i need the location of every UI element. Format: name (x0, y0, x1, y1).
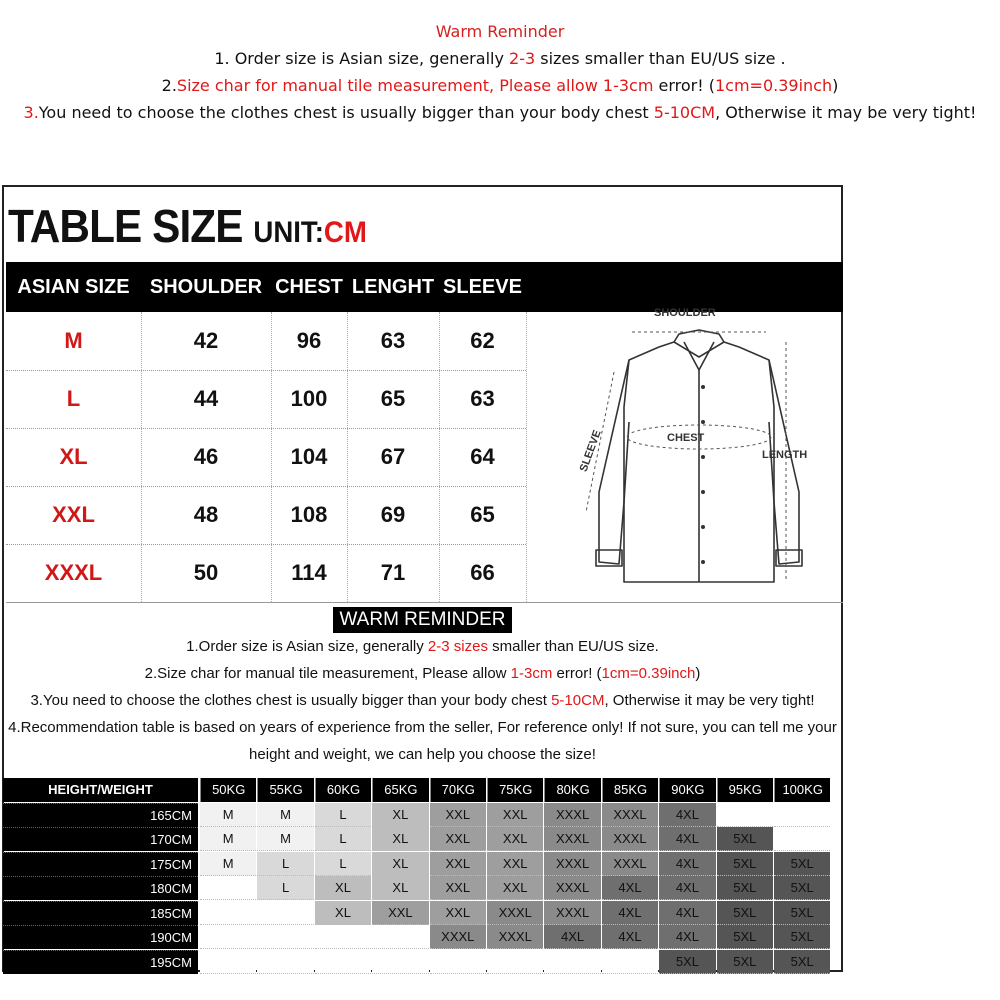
unit-value: CM (323, 216, 367, 249)
size-recommendation-cell: M (200, 803, 256, 827)
size-recommendation-cell: XXXL (544, 876, 600, 900)
size-label: M (64, 328, 83, 353)
column-divider (141, 312, 142, 602)
height-label: 175CM (3, 852, 198, 876)
size-row (6, 428, 526, 487)
size-recommendation-cell: M (200, 827, 256, 851)
size-recommendation-cell: XXXL (544, 803, 600, 827)
height-label: 165CM (3, 803, 198, 827)
height-label: 190CM (3, 925, 198, 949)
column-divider (271, 312, 272, 602)
size-recommendation-cell: 5XL (717, 852, 773, 876)
text: ) (695, 665, 701, 682)
size-recommendation-cell: 5XL (717, 876, 773, 900)
size-recommendation-cell: XXL (372, 901, 428, 925)
size-label: XXXL (44, 560, 103, 585)
top-reminder-line-2 (0, 72, 1000, 99)
diagram-shoulder-label: SHOULDER (654, 307, 716, 319)
sleeve-value: 65 (470, 502, 495, 527)
header-chest: CHEST (275, 276, 343, 298)
weight-header-cell: 95KG (717, 778, 773, 802)
highlight: 5-10CM (653, 103, 716, 122)
size-recommendation-cell: 5XL (659, 950, 715, 974)
shoulder-value: 42 (193, 328, 219, 353)
size-recommendation-cell: XXL (430, 876, 486, 900)
text: 1. Order size is Asian size, generally (214, 49, 510, 68)
size-recommendation-cell (717, 803, 773, 827)
size-recommendation-cell: XXXL (430, 925, 486, 949)
size-recommendation-cell: L (315, 827, 371, 851)
size-recommendation-cell: 4XL (602, 876, 658, 900)
card-reminder-line-5: height and weight, we can help you choose the size! (249, 746, 596, 763)
size-label: XL (59, 444, 88, 469)
size-recommendation-cell: XL (372, 827, 428, 851)
weight-header-cell: 100KG (774, 778, 830, 802)
top-reminder-line-1 (0, 45, 1000, 72)
chest-value: 104 (290, 444, 328, 469)
sleeve-value: 66 (470, 560, 495, 585)
length-value: 69 (380, 502, 406, 527)
size-recommendation-cell: 5XL (717, 901, 773, 925)
column-divider (526, 312, 527, 602)
highlight: 1cm=0.39inch (714, 76, 833, 95)
diagram-chest-label: CHEST (667, 432, 705, 444)
title-text: TABLE SIZE (8, 200, 243, 252)
size-recommendation-cell: 4XL (544, 925, 600, 949)
text: 2.Size char for manual tile measurement, Please allow (144, 665, 511, 682)
highlight: 1cm=0.39inch (601, 665, 696, 682)
weight-header-cell: 80KG (544, 778, 600, 802)
size-recommendation-cell (200, 950, 256, 974)
shoulder-value: 44 (193, 386, 219, 411)
card-reminder-title: WARM REMINDER (333, 607, 511, 633)
diagram-length-label: LENGTH (762, 449, 808, 461)
size-recommendation-cell: M (257, 803, 313, 827)
height-label: 180CM (3, 876, 198, 900)
top-reminder-title: Warm Reminder (435, 22, 565, 41)
length-value: 71 (380, 560, 406, 585)
size-recommendation-cell: XXL (487, 876, 543, 900)
weight-header-cell: 85KG (602, 778, 658, 802)
card-reminder-line-3 (4, 687, 841, 714)
size-recommendation-cell: 5XL (774, 901, 830, 925)
size-recommendation-cell: XXL (430, 827, 486, 851)
size-label: L (66, 386, 81, 411)
size-recommendation-cell: XXXL (487, 901, 543, 925)
card-reminder-line-4: 4.Recommendation table is based on years of experience from the seller, For reference only! If not sure, you can tell me your (8, 719, 837, 736)
text: 3.You need to choose the clothes chest is usually bigger than your body chest (30, 692, 552, 709)
sleeve-value: 64 (470, 444, 495, 469)
size-recommendation-cell: 4XL (659, 876, 715, 900)
weight-header-cell: 50KG (200, 778, 256, 802)
size-recommendation-cell: XL (372, 852, 428, 876)
size-recommendation-cell: 4XL (659, 852, 715, 876)
size-recommendation-cell: XL (372, 876, 428, 900)
weight-header-cell: 90KG (659, 778, 715, 802)
size-recommendation-cell: 4XL (659, 925, 715, 949)
text: smaller than EU/US size. (487, 638, 659, 655)
header-asian-size: ASIAN SIZE (17, 276, 130, 298)
size-recommendation-cell (200, 876, 256, 900)
size-recommendation-cell (257, 950, 313, 974)
size-recommendation-cell: XXXL (544, 852, 600, 876)
size-recommendation-cell: 5XL (717, 925, 773, 949)
top-reminder-line-3 (0, 99, 1000, 126)
height-weight-header: HEIGHT/WEIGHT (3, 778, 198, 802)
size-recommendation-cell (430, 950, 486, 974)
size-row (6, 544, 526, 602)
size-recommendation-cell: XXXL (487, 925, 543, 949)
weight-header-cell: 70KG (430, 778, 486, 802)
card-reminder (4, 605, 841, 768)
size-recommendation-cell: XXXL (544, 827, 600, 851)
size-recommendation-cell: XXXL (544, 901, 600, 925)
size-row (6, 312, 526, 371)
size-recommendation-cell: XXL (487, 803, 543, 827)
length-value: 63 (380, 328, 406, 353)
size-recommendation-cell: 4XL (659, 827, 715, 851)
size-recommendation-cell: L (257, 852, 313, 876)
size-recommendation-cell: XL (372, 803, 428, 827)
text: sizes smaller than EU/US size . (535, 49, 786, 68)
column-divider (347, 312, 348, 602)
size-recommendation-cell: 5XL (717, 950, 773, 974)
sleeve-value: 62 (470, 328, 495, 353)
size-recommendation-cell (200, 901, 256, 925)
size-recommendation-cell (257, 901, 313, 925)
highlight: 1-3cm (510, 665, 553, 682)
size-recommendation-cell (774, 803, 830, 827)
size-recommendation-cell: 5XL (717, 827, 773, 851)
weight-header-cell: 75KG (487, 778, 543, 802)
size-recommendation-cell: XXXL (602, 827, 658, 851)
size-recommendation-cell: XXXL (602, 803, 658, 827)
weight-header-cell: 55KG (257, 778, 313, 802)
size-recommendation-cell: 5XL (774, 876, 830, 900)
header-sleeve: SLEEVE (443, 276, 522, 298)
column-divider (439, 312, 440, 602)
size-recommendation-cell: XL (315, 876, 371, 900)
size-label: XXL (52, 502, 95, 527)
weight-header-cell: 65KG (372, 778, 428, 802)
text: , Otherwise it may be very tight! (715, 103, 977, 122)
size-recommendation-cell: L (315, 852, 371, 876)
size-table-header (6, 262, 843, 312)
size-recommendation-cell: M (257, 827, 313, 851)
weight-header-cell: 60KG (315, 778, 371, 802)
size-row (6, 370, 526, 429)
top-reminder (0, 18, 1000, 126)
size-recommendation-cell: 4XL (602, 925, 658, 949)
length-value: 67 (380, 444, 406, 469)
size-recommendation-cell: 5XL (774, 852, 830, 876)
shirt-diagram (574, 307, 824, 592)
text: You need to choose the clothes chest is usually bigger than your body chest (38, 103, 654, 122)
diagram-sleeve-label: SLEEVE (577, 428, 604, 474)
text: ) (832, 76, 839, 95)
size-recommendation-cell: XXL (487, 852, 543, 876)
size-recommendation-cell (372, 950, 428, 974)
sleeve-value: 63 (470, 386, 495, 411)
size-recommendation-cell (315, 925, 371, 949)
size-recommendation-cell: 4XL (659, 803, 715, 827)
highlight: Size char for manual tile measurement, Please allow (176, 76, 603, 95)
length-value: 65 (380, 386, 406, 411)
size-recommendation-cell (544, 950, 600, 974)
highlight: 1-3cm (602, 76, 654, 95)
size-recommendation-cell: 5XL (774, 950, 830, 974)
size-recommendation-cell (372, 925, 428, 949)
size-recommendation-cell: 4XL (602, 901, 658, 925)
size-recommendation-cell: L (315, 803, 371, 827)
unit-label: UNIT: (253, 216, 324, 249)
size-recommendation-cell: L (257, 876, 313, 900)
section-divider (6, 602, 843, 603)
text: 2. (161, 76, 177, 95)
size-recommendation-cell (774, 827, 830, 851)
size-recommendation-cell: XXXL (602, 852, 658, 876)
size-recommendation-cell (200, 925, 256, 949)
card-reminder-line-1 (4, 633, 841, 660)
highlight: 2-3 (509, 49, 536, 68)
size-recommendation-cell: XXL (430, 852, 486, 876)
size-recommendation-cell (602, 950, 658, 974)
highlight: 3. (23, 103, 39, 122)
height-label: 195CM (3, 950, 198, 974)
size-recommendation-cell (487, 950, 543, 974)
height-label: 170CM (3, 827, 198, 851)
highlight: 5-10CM (551, 692, 605, 709)
size-recommendation-cell: XXL (487, 827, 543, 851)
size-recommendation-cell: 4XL (659, 901, 715, 925)
size-recommendation-cell (315, 950, 371, 974)
text: error! ( (653, 76, 715, 95)
shoulder-value: 50 (193, 560, 219, 585)
shoulder-value: 46 (193, 444, 219, 469)
shoulder-value: 48 (193, 502, 219, 527)
chest-value: 100 (290, 386, 328, 411)
highlight: 2-3 sizes (427, 638, 488, 655)
size-row (6, 486, 526, 545)
chest-value: 108 (290, 502, 328, 527)
height-label: 185CM (3, 901, 198, 925)
header-shoulder: SHOULDER (149, 276, 263, 298)
size-recommendation-cell: 5XL (774, 925, 830, 949)
size-recommendation-cell (257, 925, 313, 949)
chest-value: 114 (291, 560, 327, 585)
header-length: LENGHT (351, 276, 435, 298)
card-reminder-line-2 (4, 660, 841, 687)
text: 1.Order size is Asian size, generally (186, 638, 428, 655)
size-recommendation-cell: XXL (430, 901, 486, 925)
chest-value: 96 (296, 328, 322, 353)
size-recommendation-cell: M (200, 852, 256, 876)
size-table-title (8, 199, 367, 253)
size-recommendation-cell: XXL (430, 803, 486, 827)
text: , Otherwise it may be very tight! (604, 692, 815, 709)
text: error! ( (552, 665, 602, 682)
size-recommendation-cell: XL (315, 901, 371, 925)
